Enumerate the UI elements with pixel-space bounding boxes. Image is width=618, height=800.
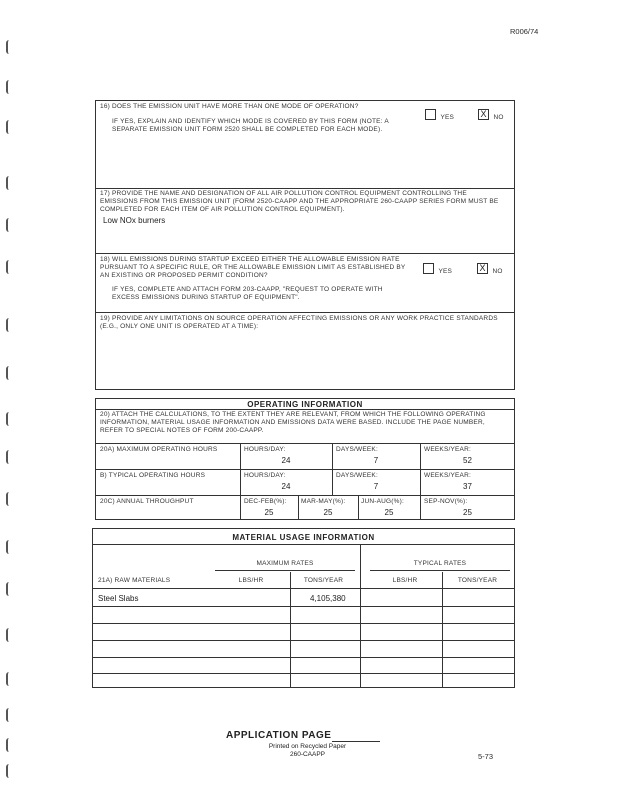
page-number: 5-73 bbox=[478, 752, 494, 761]
row-a-weeks-year[interactable]: 52 bbox=[463, 456, 472, 465]
q17-answer: Low NOx burners bbox=[103, 216, 166, 225]
material-name[interactable]: Steel Slabs bbox=[98, 594, 139, 603]
row-c-c4-label: SEP-NOV(%): bbox=[424, 498, 468, 505]
row-b-weeks-year[interactable]: 37 bbox=[463, 482, 472, 491]
q18-note: IF YES, COMPLETE AND ATTACH FORM 203-CAAPP, "REQUEST TO OPERATE WITH EXCESS EMISSIONS DURING STARTUP OF EQUIPMENT". bbox=[112, 286, 383, 301]
typ-tons-year-header: TONS/YEAR bbox=[457, 577, 498, 584]
row-c-label: 20C) ANNUAL THROUGHPUT bbox=[100, 498, 194, 505]
application-page-blank[interactable] bbox=[332, 741, 380, 742]
row-b-c3-label: WEEKS/YEAR: bbox=[424, 472, 471, 479]
q16-yes-checkbox[interactable] bbox=[425, 109, 436, 120]
q19-question: 19) PROVIDE ANY LIMITATIONS ON SOURCE OPERATION AFFECTING EMISSIONS OR ANY WORK PRACTICE STANDARDS (E.G., ONLY ONE UNIT IS OPERATED AT A TIME): bbox=[100, 315, 498, 330]
material-max-tons-year[interactable]: 4,105,380 bbox=[310, 594, 346, 603]
q16-no[interactable]: X NO bbox=[478, 106, 504, 124]
max-rates-header: MAXIMUM RATES bbox=[256, 560, 314, 567]
row-c-dec-feb[interactable]: 25 bbox=[264, 508, 274, 517]
row-a-c2-label: DAYS/WEEK: bbox=[336, 446, 378, 453]
q18-question: 18) WILL EMISSIONS DURING STARTUP EXCEED EITHER THE ALLOWABLE EMISSION RATE PURSUANT TO A SPECIFIC RULE, OR THE ALLOWABLE EMISSION LIMIT AS ESTABLISHED BY AN EXISTING OR PROPOSED PERMIT CONDITION? bbox=[100, 256, 406, 279]
row-b-label: B) TYPICAL OPERATING HOURS bbox=[100, 472, 206, 479]
q17-question: 17) PROVIDE THE NAME AND DESIGNATION OF ALL AIR POLLUTION CONTROL EQUIPMENT CONTROLLING THE EMISSIONS FROM THIS EMISSION UNIT (FORM 2520-CAAPP AND THE APPROPRIATE 260-CAAPP SERIES FORM MUST BE COMPLETED FOR EACH ITEM OF AIR POLLUTION CONTROL EQUIPMENT). bbox=[100, 190, 499, 213]
typ-lbs-hr-header: LBS/HR bbox=[392, 577, 418, 584]
row-a-c1-label: HOURS/DAY: bbox=[244, 446, 286, 453]
recycled-note: Printed on Recycled Paper bbox=[268, 743, 347, 750]
q16-note: IF YES, EXPLAIN AND IDENTIFY WHICH MODE IS COVERED BY THIS FORM (NOTE: A SEPARATE EMISSION UNIT FORM 2520 SHALL BE COMPLETED FOR EACH MODE). bbox=[112, 118, 389, 133]
row-c-c3-label: JUN-AUG(%): bbox=[361, 498, 405, 505]
row-c-jun-aug[interactable]: 25 bbox=[384, 508, 394, 517]
operating-title: OPERATING INFORMATION bbox=[247, 400, 363, 409]
max-lbs-hr-header: LBS/HR bbox=[238, 577, 264, 584]
q18-yes[interactable]: YES bbox=[423, 260, 452, 278]
row-c-mar-may[interactable]: 25 bbox=[323, 508, 333, 517]
q18-no[interactable]: X NO bbox=[477, 260, 503, 278]
row-c-c2-label: MAR-MAY(%): bbox=[301, 498, 346, 505]
questions-box bbox=[95, 100, 515, 390]
operating-intro: 20) ATTACH THE CALCULATIONS, TO THE EXTENT THEY ARE RELEVANT, FROM WHICH THE FOLLOWING OPERATING INFORMATION, MATERIAL USAGE INFORMATION AND EMISSIONS DATA WERE BASED. INCLUDE THE PAGE NUMBER, REFER TO SPECIAL NOTES OF FORM 200-CAAPP. bbox=[100, 411, 486, 434]
material-title: MATERIAL USAGE INFORMATION bbox=[232, 533, 375, 542]
q16-yes[interactable]: YES bbox=[425, 106, 454, 124]
row-c-c1-label: DEC-FEB(%): bbox=[244, 498, 287, 505]
raw-materials-header: 21A) RAW MATERIALS bbox=[98, 577, 171, 584]
row-a-label: 20A) MAXIMUM OPERATING HOURS bbox=[100, 446, 218, 453]
row-b-hours-day[interactable]: 24 bbox=[281, 482, 291, 491]
q18-no-checkbox[interactable]: X bbox=[477, 263, 488, 274]
row-b-c2-label: DAYS/WEEK: bbox=[336, 472, 378, 479]
row-a-days-week[interactable]: 7 bbox=[373, 456, 379, 465]
application-page-label: APPLICATION PAGE bbox=[226, 730, 332, 741]
row-c-sep-nov[interactable]: 25 bbox=[463, 508, 472, 517]
typical-rates-header: TYPICAL RATES bbox=[413, 560, 467, 567]
row-b-days-week[interactable]: 7 bbox=[373, 482, 379, 491]
row-a-hours-day[interactable]: 24 bbox=[281, 456, 291, 465]
max-tons-year-header: TONS/YEAR bbox=[303, 577, 344, 584]
q16-no-checkbox[interactable]: X bbox=[478, 109, 489, 120]
row-b-c1-label: HOURS/DAY: bbox=[244, 472, 286, 479]
row-a-c3-label: WEEKS/YEAR: bbox=[424, 446, 471, 453]
page-id: R006/74 bbox=[510, 27, 539, 36]
q18-yes-checkbox[interactable] bbox=[423, 263, 434, 274]
form-number: 260-CAAPP bbox=[289, 751, 326, 758]
q16-question: 16) DOES THE EMISSION UNIT HAVE MORE THAN ONE MODE OF OPERATION? bbox=[100, 103, 359, 110]
material-box bbox=[92, 528, 515, 688]
